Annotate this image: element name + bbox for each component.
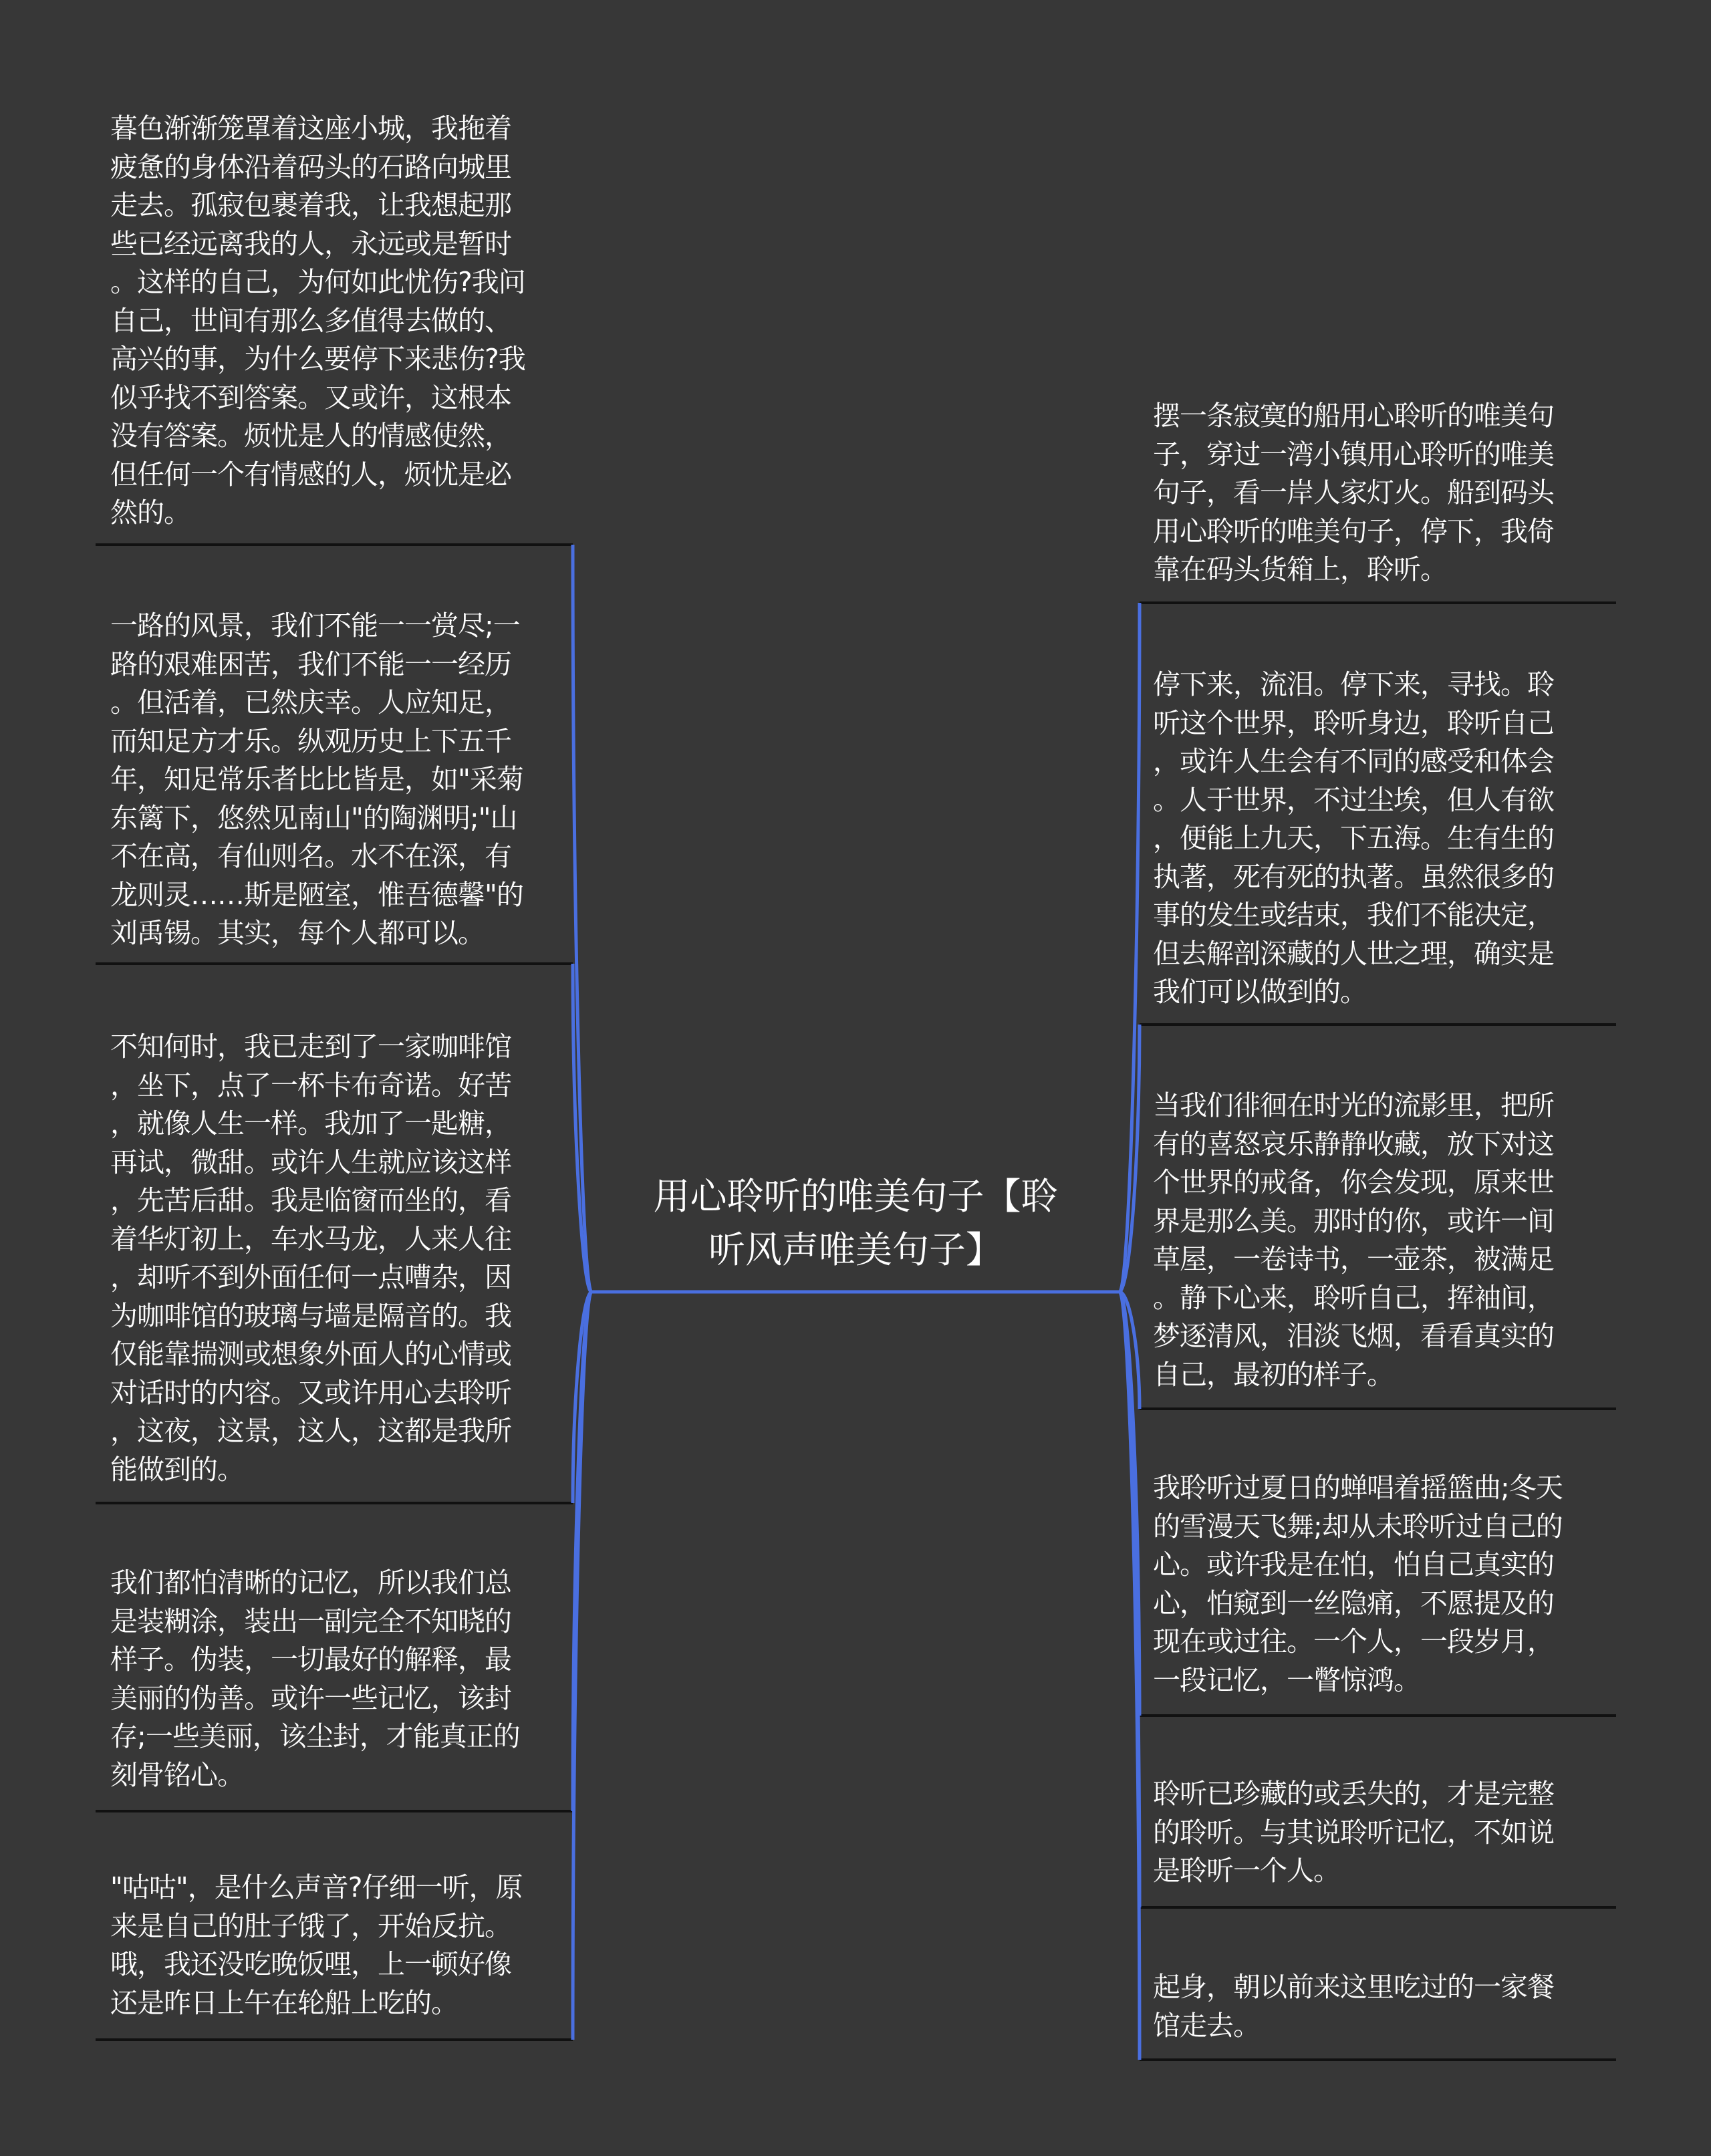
right-node-4: 我聆听过夏日的蝉唱着摇篮曲;冬天 的雪漫天飞舞;却从未聆听过自己的 心。或许我是在怕，怕自己真实的 心，怕窥到一丝隐痛，不愿提及的 现在或过往。一个人，一段岁月， 一段记忆，一瞥惊鸿。 bbox=[1153, 1472, 1563, 1696]
central-topic: 用心聆听的唯美句子【聆 听风声唯美句子】 bbox=[653, 1175, 1058, 1271]
right-connector-line bbox=[1120, 603, 1140, 1292]
left-connector-line bbox=[573, 545, 591, 1292]
left-node-4: 我们都怕清晰的记忆，所以我们总 是装糊涂，装出一副完全不知晓的 样子。伪装，一切最好的解释，最 美丽的伪善。或许一些记忆，该封 存;一些美丽，该尘封，才能真正的 刻骨铭心。 bbox=[110, 1567, 520, 1791]
right-node-1: 摆一条寂寞的船用心聆听的唯美句 子，穿过一湾小镇用心聆听的唯美 句子，看一岸人家灯火。船到码头 用心聆听的唯美句子，停下，我倚 靠在码头货箱上，聆听。 bbox=[1153, 400, 1554, 585]
left-node-2: 一路的风景，我们不能一一赏尽;一 路的艰难困苦，我们不能一一经历 。但活着，已然庆幸。人应知足， 而知足方才乐。纵观历史上下五千 年，知足常乐者比比皆是，如"采菊 东篱下，悠然见南山"的陶渊明;"山 不在高，有仙则名。水不在深，有 龙则灵……斯是陋室，惟吾德馨"的 刘禹锡。其实，每个人都可以。 bbox=[110, 610, 523, 949]
right-connector-line bbox=[1120, 1292, 1140, 2060]
right-node-2: 停下来，流泪。停下来，寻找。聆 听这个世界，聆听身边，聆听自己 ，或许人生会有不同的感受和体会 。人于世界，不过尘埃，但人有欲 ，便能上九天，下五海。生有生的 执著，死有死的执著。虽然很多的 事的发生或结束，我们不能决定， 但去解剖深藏的人世之理，确实是 我们可以做到的。 bbox=[1153, 668, 1554, 1008]
left-node-5: "咕咕"，是什么声音?仔细一听，原 来是自己的肚子饿了，开始反抗。 哦，我还没吃晚饭哩，上一顿好像 还是昨日上午在轮船上吃的。 bbox=[110, 1871, 523, 2019]
left-node-1: 暮色渐渐笼罩着这座小城，我拖着 疲惫的身体沿着码头的石路向城里 走去。孤寂包裹着我，让我想起那 些已经远离我的人，永远或是暂时 。这样的自己，为何如此忧伤?我问 自己，世间有那么多值得去做的、 高兴的事，为什么要停下来悲伤?我 似乎找不到答案。又或许，这根本 没有答案。烦忧是人的情感使然， 但任何一个有情感的人，烦忧是必 然的。 bbox=[110, 112, 525, 529]
left-node-3: 不知何时，我已走到了一家咖啡馆 ，坐下，点了一杯卡布奇诺。好苦 ，就像人生一样。我加了一匙糖， 再试，微甜。或许人生就应该这样 ，先苦后甜。我是临窗而坐的，看 着华灯初上，车水马龙，人来人往 ，却听不到外面任何一点嘈杂，因 为咖啡馆的玻璃与墙是隔音的。我 仅能靠揣测或想象外面人的心情或 对话时的内容。又或许用心去聆听 ，这夜，这景，这人，这都是我所 能做到的。 bbox=[110, 1031, 511, 1486]
right-node-5: 聆听已珍藏的或丢失的，才是完整 的聆听。与其说聆听记忆，不如说 是聆听一个人。 bbox=[1153, 1778, 1554, 1887]
right-node-3: 当我们徘徊在时光的流影里，把所 有的喜怒哀乐静静收藏，放下对这 个世界的戒备，你会发现，原来世 界是那么美。那时的你，或许一间 草屋，一卷诗书，一壶茶，被满足 。静下心来，聆听自己，挥袖间， 梦逐清风，泪淡飞烟，看看真实的 自己，最初的样子。 bbox=[1153, 1089, 1554, 1391]
right-node-6: 起身，朝以前来这里吃过的一家餐 馆走去。 bbox=[1153, 1971, 1554, 2042]
